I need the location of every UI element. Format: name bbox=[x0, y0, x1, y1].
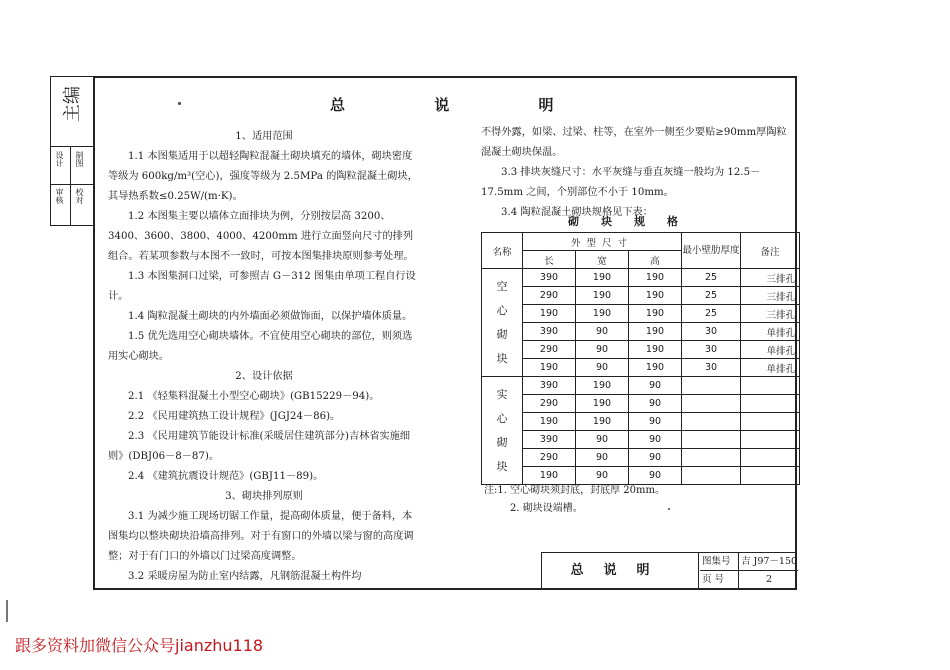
table-cell: 190 bbox=[629, 305, 682, 323]
title-block-name: 总说明 bbox=[542, 553, 699, 589]
paragraph: 3.3 排块灰缝尺寸：水平灰缝与垂直灰缝一般均为 12.5－17.5mm 之间，个别部位不小于 10mm。 bbox=[481, 167, 761, 198]
section-heading: 1、适用范围 bbox=[235, 131, 293, 142]
scan-edge-mark bbox=[6, 600, 8, 622]
sidebar-label: 审核 bbox=[55, 188, 64, 204]
col-header-length: 长 bbox=[523, 251, 576, 269]
col-header-name: 名称 bbox=[482, 233, 523, 269]
table-row bbox=[482, 449, 800, 467]
table-cell: 单排孔 bbox=[741, 323, 800, 341]
paragraph: 3.2 采暖房屋为防止室内结露，凡钢筋混凝土构件均 bbox=[128, 571, 362, 582]
table-cell: 25 bbox=[682, 305, 741, 323]
table-cell: 390 bbox=[523, 269, 576, 287]
right-column bbox=[481, 123, 791, 223]
table-cell: 90 bbox=[576, 449, 629, 467]
page-number-label: 页 号 bbox=[702, 574, 725, 585]
paragraph: 1.2 本图集主要以墙体立面排块为例，分别按层高 3200、3400、3600、3800、4000、4200mm 进行立面竖向尺寸的排列组合。若某项参数与本图不一致时，可按本图集排块原则参考处理。 bbox=[108, 211, 414, 262]
table-cell: 90 bbox=[629, 413, 682, 431]
table-cell: 90 bbox=[629, 377, 682, 395]
scan-dot bbox=[178, 102, 181, 105]
watermark-text: 跟多资料加微信公众号jianzhu118 bbox=[15, 636, 264, 655]
table-cell: 90 bbox=[576, 341, 629, 359]
paragraph: 1.5 优先选用空心砌块墙体。不宜使用空心砌块的部位，则须选用实心砌块。 bbox=[108, 331, 413, 362]
group-name-cell: 实 心 砌 块 bbox=[482, 377, 523, 485]
table-cell: 90 bbox=[629, 449, 682, 467]
table-row bbox=[482, 359, 800, 377]
table-cell: 90 bbox=[629, 467, 682, 485]
table-cell: 290 bbox=[523, 287, 576, 305]
table-cell bbox=[682, 377, 741, 395]
table-cell: 190 bbox=[629, 287, 682, 305]
table-notes bbox=[484, 482, 665, 518]
table-cell bbox=[741, 467, 800, 485]
table-cell bbox=[682, 449, 741, 467]
page-title bbox=[330, 94, 556, 115]
sidebar-label: 设计 bbox=[55, 151, 64, 167]
table-cell: 390 bbox=[523, 377, 576, 395]
col-header-note: 备注 bbox=[741, 233, 800, 269]
paragraph: 1.4 陶粒混凝土砌块的内外墙面必须做饰面，以保护墙体质量。 bbox=[128, 311, 413, 322]
table-cell: 90 bbox=[629, 395, 682, 413]
col-header-height: 高 bbox=[629, 251, 682, 269]
table-cell: 390 bbox=[523, 323, 576, 341]
table-row bbox=[482, 413, 800, 431]
atlas-number-label: 图集号 bbox=[702, 556, 731, 567]
table-row bbox=[482, 377, 800, 395]
table-cell bbox=[682, 431, 741, 449]
table-cell bbox=[741, 413, 800, 431]
table-cell: 190 bbox=[576, 305, 629, 323]
paragraph: 3.4 陶粒混凝土砌块规格见下表： bbox=[501, 207, 653, 218]
table-cell: 90 bbox=[576, 359, 629, 377]
paragraph: 2.1 《轻集料混凝土小型空心砌块》(GB15229－94)。 bbox=[128, 391, 380, 402]
table-cell bbox=[682, 413, 741, 431]
table-row bbox=[482, 341, 800, 359]
atlas-number-value: 吉 J97－150 bbox=[738, 553, 799, 570]
col-header-size: 外型尺寸 bbox=[523, 233, 682, 251]
table-cell bbox=[741, 395, 800, 413]
title-block-row bbox=[700, 553, 798, 571]
paragraph: 1.1 本图集适用于以超轻陶粒混凝土砌块填充的墙体，砌块密度等级为 600kg/m³(空心)，强度等级为 2.5MPa 的陶粒混凝土砌块，其导热系数≤0.25W/(m·K)。 bbox=[108, 151, 418, 202]
note-2: 2. 砌块设端槽。 bbox=[510, 503, 583, 514]
table-row bbox=[482, 305, 800, 323]
page-number-value: 2 bbox=[738, 571, 799, 588]
signature-handwriting: 主编 bbox=[62, 86, 83, 122]
section-heading: 2、设计依据 bbox=[235, 371, 293, 382]
table-row bbox=[482, 269, 800, 287]
table-cell: 290 bbox=[523, 395, 576, 413]
paragraph: 1.3 本图集洞口过梁，可参照吉 G－312 图集由单项工程自行设计。 bbox=[108, 271, 416, 302]
note-1: 注:1. 空心砌块须封底，封底厚 20mm。 bbox=[484, 485, 665, 496]
table-cell: 190 bbox=[629, 359, 682, 377]
table-cell: 290 bbox=[523, 449, 576, 467]
title-block-row bbox=[700, 571, 798, 588]
sidebar-label: 校对 bbox=[75, 188, 84, 204]
table-row bbox=[482, 431, 800, 449]
paragraph: 不得外露，如梁、过梁、柱等，在室外一侧至少要贴≥90mm厚陶粒混凝土砌块保温。 bbox=[481, 127, 787, 158]
table-cell: 190 bbox=[576, 395, 629, 413]
table-row bbox=[482, 323, 800, 341]
col-header-rib: 最小壁肋厚度 bbox=[682, 233, 741, 269]
sidebar-labels bbox=[50, 76, 93, 226]
table-cell bbox=[741, 449, 800, 467]
table-cell bbox=[741, 431, 800, 449]
table-cell: 30 bbox=[682, 323, 741, 341]
table-cell: 90 bbox=[629, 431, 682, 449]
title-char: 总 bbox=[330, 96, 348, 114]
table-cell: 单排孔 bbox=[741, 359, 800, 377]
table-cell: 190 bbox=[523, 305, 576, 323]
table-cell: 190 bbox=[576, 413, 629, 431]
table-cell: 30 bbox=[682, 359, 741, 377]
table-cell: 190 bbox=[523, 413, 576, 431]
col-header-width: 宽 bbox=[576, 251, 629, 269]
table-cell: 90 bbox=[576, 323, 629, 341]
table-cell: 190 bbox=[629, 269, 682, 287]
table-cell: 90 bbox=[576, 467, 629, 485]
table-cell: 190 bbox=[576, 287, 629, 305]
table-cell: 190 bbox=[576, 269, 629, 287]
title-char: 明 bbox=[538, 96, 556, 114]
table-cell: 三排孔 bbox=[741, 269, 800, 287]
block-spec-table bbox=[481, 232, 800, 485]
table-cell: 390 bbox=[523, 431, 576, 449]
left-column bbox=[108, 127, 420, 587]
table-cell: 30 bbox=[682, 341, 741, 359]
paragraph: 3.1 为减少施工现场切锯工作量，提高砌体质量，便于备料，本图集均以整块砌块沿墙高排列。对于有窗口的外墙以梁与窗的高度调整；对于有门口的外墙以门过梁高度调整。 bbox=[108, 511, 414, 562]
sidebar-label: 制图 bbox=[75, 151, 84, 167]
title-char: 说 bbox=[434, 96, 452, 114]
table-cell: 290 bbox=[523, 341, 576, 359]
table-row bbox=[482, 287, 800, 305]
paragraph: 2.3 《民用建筑节能设计标准(采暖居住建筑部分)吉林省实施细则》(DBJ06－8－87)。 bbox=[108, 431, 411, 462]
scan-dot bbox=[668, 508, 670, 510]
table-cell bbox=[682, 395, 741, 413]
table-cell: 190 bbox=[629, 341, 682, 359]
table-cell: 三排孔 bbox=[741, 305, 800, 323]
table-row bbox=[482, 395, 800, 413]
paragraph: 2.4 《建筑抗震设计规范》(GBJ11－89)。 bbox=[128, 471, 324, 482]
table-cell: 190 bbox=[523, 467, 576, 485]
section-heading: 3、砌块排列原则 bbox=[225, 491, 303, 502]
table-cell: 单排孔 bbox=[741, 341, 800, 359]
table-cell bbox=[741, 377, 800, 395]
title-block bbox=[541, 552, 797, 590]
table-cell: 25 bbox=[682, 269, 741, 287]
group-name-cell: 空 心 砌 块 bbox=[482, 269, 523, 377]
table-cell: 190 bbox=[576, 377, 629, 395]
table-cell: 90 bbox=[576, 431, 629, 449]
table-cell: 三排孔 bbox=[741, 287, 800, 305]
paragraph: 2.2 《民用建筑热工设计规程》(JGJ24－86)。 bbox=[128, 411, 341, 422]
table-cell: 25 bbox=[682, 287, 741, 305]
table-cell bbox=[682, 467, 741, 485]
table-title: 砌块规格 bbox=[568, 215, 700, 228]
table-cell: 190 bbox=[523, 359, 576, 377]
table-cell: 190 bbox=[629, 323, 682, 341]
